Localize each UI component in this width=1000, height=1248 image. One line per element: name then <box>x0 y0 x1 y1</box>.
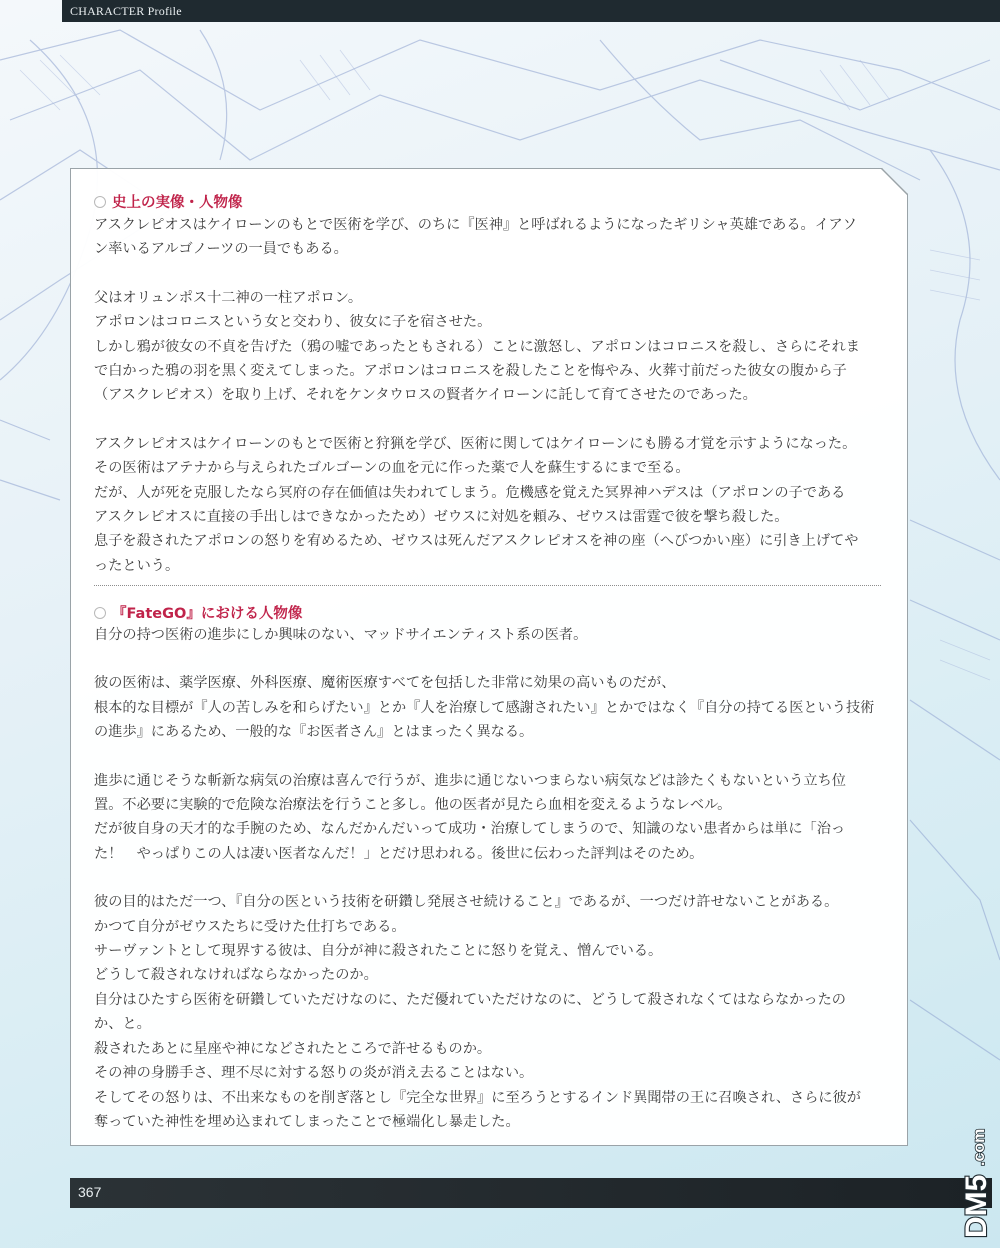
svg-text:.com: .com <box>971 1128 988 1166</box>
paragraph: 進歩に通じそうな斬新な病気の治療は喜んで行うが、進歩に通じないつまらない病気などは診たくもないという立ち位 置。不必要に実験的で危険な治療法を行うこと多し。他の医者が見たら血相を変えるようなレベル。 だが彼自身の天才的な手腕のため、なんだかんだいって成功・治療してしまうので、知識のない患者からは単に「治っ た！ やっぱりこの人は凄い医者なんだ！」とだけ思われる。後世に伝わった評判はそのため。 <box>94 772 846 862</box>
section-heading-text: 『FateGO』における人物像 <box>112 606 303 622</box>
paragraph: 彼の目的はただ一つ、『自分の医という技術を研鑽し発展させ続けること』であるが、一つだけ許せないことがある。 かつて自分がゼウスたちに受けた仕打ちである。 サーヴァントとして現界する彼は、自分が神に殺されたことに怒りを覚え、憎んでいる。 どうして殺されなければならなかったのか。 自分はひたすら医術を研鑽していただけなのに、ただ優れていただけなのに、どうして殺されなくてはならなかったの か、と。 殺されたあとに星座や神になどされたところで許せるものか。 その神の身勝手さ、理不尽に対する怒りの炎が消え去ることはない。 そしてその怒りは、不出来なものを削ぎ落とし『完全な世界』に至ろうとするインド異聞帯の王に召喚され、さらに彼が 奪っていた神性を埋め込まれてしまったことで極端化し暴走した。 <box>94 894 861 1130</box>
section-heading-history <box>94 191 243 212</box>
section-divider <box>94 585 881 586</box>
section-body-history <box>94 213 894 578</box>
paragraph: アスクレピオスはケイローンのもとで医術と狩猟を学び、医術に関してはケイローンにも勝る才覚を示すようになった。 その医術はアテナから与えられたゴルゴーンの血を元に作った薬で人を蘇生するにまで至る。 だが、人が死を克服したなら冥府の存在価値は失われてしまう。危機感を覚えた冥界神ハデスは（アポロンの子である アスクレピオスに直接の手出しはできなかったため）ゼウスに対処を頼み、ゼウスは雷霆で彼を撃ち殺した。 息子を殺されたアポロンの怒りを宥めるため、ゼウスは死んだアスクレピオスを神の座（へびつかい座）に引き上げてや ったという。 <box>94 435 859 574</box>
paragraph: 父はオリュンポス十二神の一柱アポロン。 アポロンはコロニスという女と交わり、彼女に子を宿させた。 しかし鴉が彼女の不貞を告げた（鴉の嘘であったともされる）ことに激怒し、アポロンはコロニスを殺し、さらにそれま で白かった鴉の羽を黒く変えてしまった。アポロンはコロニスを殺したことを悔やみ、火葬寸前だった彼女の腹から子 （アスクレピオス）を取り上げ、それをケンタウロスの賢者ケイローンに託して育てさせたのであった。 <box>94 289 860 404</box>
header-bar <box>62 0 1000 22</box>
paragraph: 彼の医術は、薬学医療、外科医療、魔術医療すべてを包括した非常に効果の高いものだが、 根本的な目標が『人の苦しみを和らげたい』とか『人を治療して感謝されたい』とかではなく『自分の持てる医という技術 の進歩』にあるため、一般的な『お医者さん』とはまったく異なる。 <box>94 675 875 741</box>
paragraph: 自分の持つ医術の進歩にしか興味のない、マッドサイエンティスト系の医者。 <box>94 627 588 643</box>
panel-folded-corner <box>881 168 908 195</box>
page-number: 367 <box>78 1184 102 1200</box>
circle-bullet-icon <box>94 196 106 208</box>
section-body-fatego <box>94 623 894 1134</box>
footer-bar <box>70 1178 992 1208</box>
page-header-title: CHARACTER Profile <box>70 4 182 18</box>
section-heading-fatego <box>94 602 302 623</box>
section-heading-text: 史上の実像・人物像 <box>112 195 243 211</box>
svg-text:DM5: DM5 <box>960 1174 993 1238</box>
circle-bullet-icon <box>94 607 106 619</box>
paragraph: アスクレピオスはケイローンのもとで医術を学び、のちに『医神』と呼ばれるようになったギリシャ英雄である。イアソ ン率いるアルゴノーツの一員でもある。 <box>94 217 857 258</box>
dm5-watermark-logo <box>950 1090 996 1240</box>
